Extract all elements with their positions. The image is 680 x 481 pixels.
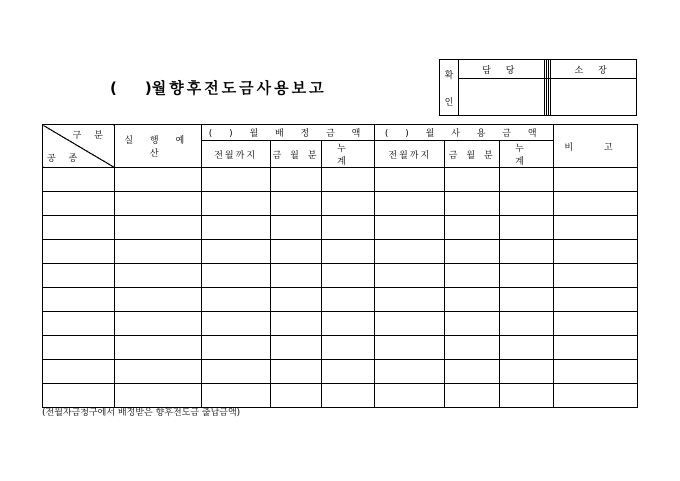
table-cell[interactable] <box>270 216 322 240</box>
table-cell[interactable] <box>43 168 115 192</box>
title-text: 월향후전도금사용보고 <box>151 79 327 97</box>
table-cell[interactable] <box>201 216 270 240</box>
table-cell[interactable] <box>322 288 375 312</box>
table-cell[interactable] <box>322 216 375 240</box>
table-cell[interactable] <box>43 288 115 312</box>
table-cell[interactable] <box>445 288 500 312</box>
table-row <box>43 384 638 408</box>
footnote: (전월자금청구에서 배정받은 향후전도금 출납금액) <box>42 408 241 418</box>
table-cell[interactable] <box>43 192 115 216</box>
table-cell[interactable] <box>445 360 500 384</box>
table-cell[interactable] <box>43 312 115 336</box>
table-cell[interactable] <box>500 168 554 192</box>
table-cell[interactable] <box>201 312 270 336</box>
table-cell[interactable] <box>322 264 375 288</box>
approval-label-director: 소 장 <box>551 60 637 79</box>
approval-sign-5 <box>551 79 637 116</box>
table-cell[interactable] <box>270 360 322 384</box>
header-used-amount: ( ) 월 사 용 금 액 <box>375 125 554 141</box>
header-category-diagonal <box>43 125 115 168</box>
table-row <box>43 360 638 384</box>
table-row <box>43 264 638 288</box>
table-cell[interactable] <box>201 288 270 312</box>
table-cell[interactable] <box>322 240 375 264</box>
table-cell[interactable] <box>201 192 270 216</box>
table-cell[interactable] <box>114 216 201 240</box>
table-cell[interactable] <box>554 336 638 360</box>
header-use-month: 금 월 분 <box>445 141 500 168</box>
approval-confirm-cell <box>440 60 459 116</box>
table-cell[interactable] <box>445 240 500 264</box>
table-cell[interactable] <box>500 264 554 288</box>
table-cell[interactable] <box>554 312 638 336</box>
table-cell[interactable] <box>375 216 445 240</box>
table-cell[interactable] <box>322 168 375 192</box>
table-cell[interactable] <box>201 360 270 384</box>
table-cell[interactable] <box>554 216 638 240</box>
table-cell[interactable] <box>114 360 201 384</box>
table-cell[interactable] <box>114 288 201 312</box>
table-cell[interactable] <box>201 240 270 264</box>
table-cell[interactable] <box>445 192 500 216</box>
document-title <box>110 77 327 98</box>
table-cell[interactable] <box>322 192 375 216</box>
approval-confirm-bottom: 인 <box>444 97 454 108</box>
table-cell[interactable] <box>270 384 322 408</box>
report-table-body <box>43 168 638 408</box>
table-cell[interactable] <box>500 384 554 408</box>
table-cell[interactable] <box>270 312 322 336</box>
approval-sign-1 <box>459 79 545 116</box>
table-cell[interactable] <box>375 336 445 360</box>
table-cell[interactable] <box>375 192 445 216</box>
table-row <box>43 192 638 216</box>
table-cell[interactable] <box>322 336 375 360</box>
header-allot-month: 금 월 분 <box>270 141 322 168</box>
header-budget: 실 행 예 산 <box>114 125 201 168</box>
table-cell[interactable] <box>375 384 445 408</box>
approval-box <box>439 59 637 116</box>
table-cell[interactable] <box>554 384 638 408</box>
table-cell[interactable] <box>201 264 270 288</box>
table-cell[interactable] <box>500 312 554 336</box>
table-cell[interactable] <box>500 192 554 216</box>
table-cell[interactable] <box>270 240 322 264</box>
table-cell[interactable] <box>554 168 638 192</box>
table-cell[interactable] <box>43 264 115 288</box>
table-cell[interactable] <box>201 384 270 408</box>
table-cell[interactable] <box>554 360 638 384</box>
table-cell[interactable] <box>445 216 500 240</box>
table-cell[interactable] <box>554 240 638 264</box>
table-cell[interactable] <box>322 312 375 336</box>
table-cell[interactable] <box>114 168 201 192</box>
table-cell[interactable] <box>322 360 375 384</box>
table-cell[interactable] <box>554 192 638 216</box>
table-row <box>43 240 638 264</box>
header-allotted-amount: ( ) 월 배 정 금 액 <box>201 125 375 141</box>
header-use-prev: 전월까지 <box>375 141 445 168</box>
table-cell[interactable] <box>375 312 445 336</box>
table-cell[interactable] <box>554 288 638 312</box>
table-cell[interactable] <box>375 240 445 264</box>
table-cell[interactable] <box>375 264 445 288</box>
table-cell[interactable] <box>500 240 554 264</box>
table-row <box>43 216 638 240</box>
table-cell[interactable] <box>43 384 115 408</box>
table-cell[interactable] <box>554 264 638 288</box>
header-category: 구 분 <box>72 131 108 141</box>
title-paren-close: ) <box>144 79 152 97</box>
table-row <box>43 288 638 312</box>
table-cell[interactable] <box>500 216 554 240</box>
approval-confirm-top: 확 <box>444 70 454 81</box>
table-cell[interactable] <box>445 168 500 192</box>
table-cell[interactable] <box>114 312 201 336</box>
header-work-type: 공 종 <box>47 154 83 164</box>
table-row <box>43 168 638 192</box>
table-cell[interactable] <box>322 384 375 408</box>
table-cell[interactable] <box>500 288 554 312</box>
table-cell[interactable] <box>270 288 322 312</box>
table-cell[interactable] <box>500 336 554 360</box>
table-cell[interactable] <box>43 216 115 240</box>
table-cell[interactable] <box>201 168 270 192</box>
table-cell[interactable] <box>114 384 201 408</box>
table-cell[interactable] <box>114 192 201 216</box>
table-cell[interactable] <box>270 264 322 288</box>
table-row <box>43 312 638 336</box>
table-cell[interactable] <box>445 264 500 288</box>
table-cell[interactable] <box>270 168 322 192</box>
table-cell[interactable] <box>375 360 445 384</box>
title-paren-open: ( <box>110 79 117 97</box>
header-use-cumulative: 누 계 <box>500 141 554 168</box>
table-cell[interactable] <box>375 288 445 312</box>
table-cell[interactable] <box>500 360 554 384</box>
report-table <box>42 124 638 408</box>
header-allot-prev: 전월까지 <box>201 141 270 168</box>
table-cell[interactable] <box>445 336 500 360</box>
table-cell[interactable] <box>270 192 322 216</box>
table-cell[interactable] <box>114 240 201 264</box>
table-cell[interactable] <box>375 168 445 192</box>
table-cell[interactable] <box>43 336 115 360</box>
table-cell[interactable] <box>445 384 500 408</box>
table-cell[interactable] <box>201 336 270 360</box>
table-cell[interactable] <box>43 240 115 264</box>
table-cell[interactable] <box>270 336 322 360</box>
header-allot-cumulative: 누 계 <box>322 141 375 168</box>
header-remarks: 비 고 <box>554 125 638 168</box>
table-cell[interactable] <box>114 264 201 288</box>
table-row <box>43 336 638 360</box>
table-cell[interactable] <box>43 360 115 384</box>
table-cell[interactable] <box>445 312 500 336</box>
table-cell[interactable] <box>114 336 201 360</box>
approval-label-manager: 담 당 <box>459 60 545 79</box>
